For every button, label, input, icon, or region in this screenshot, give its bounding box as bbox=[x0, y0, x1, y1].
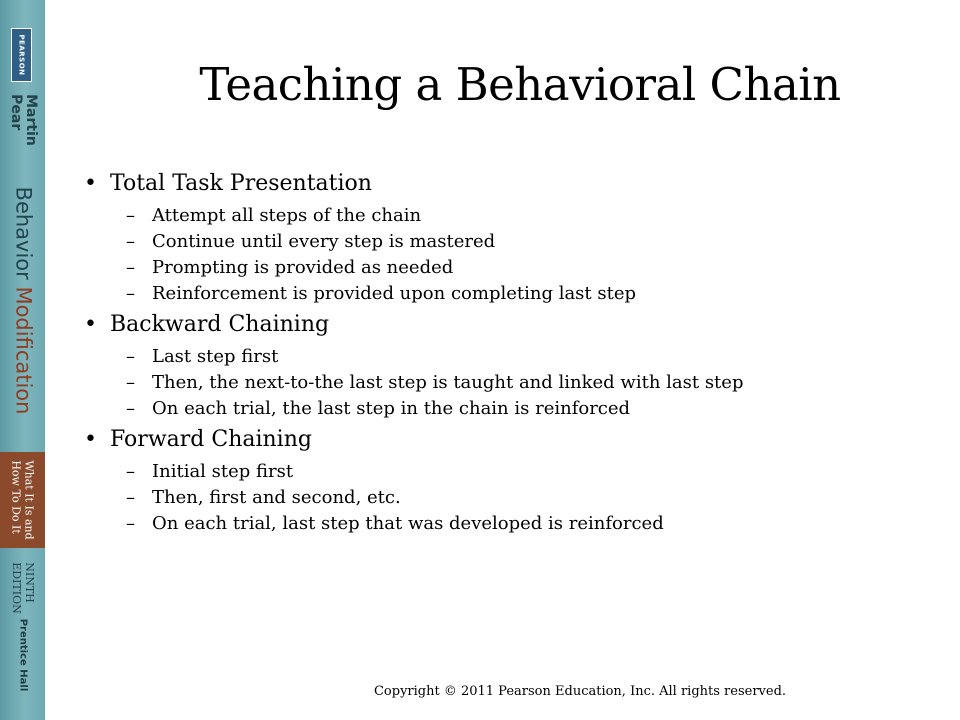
subtitle-band bbox=[0, 452, 45, 548]
book-title bbox=[0, 150, 45, 450]
sub-bullet: – Then, first and second, etc. bbox=[80, 487, 880, 508]
bullet-list bbox=[80, 168, 880, 539]
pearson-logo bbox=[11, 28, 32, 82]
sub-bullet: – Then, the next-to-the last step is taught and linked with last step bbox=[80, 372, 880, 393]
edition-label bbox=[0, 556, 45, 620]
subtitle-line-2: How To Do It bbox=[9, 460, 23, 534]
bullet-total-task bbox=[80, 168, 880, 304]
author-names bbox=[0, 88, 45, 152]
prentice-hall-imprint bbox=[0, 620, 45, 690]
sub-bullet: – Reinforcement is provided upon completing last step bbox=[80, 283, 880, 304]
author-martin: Martin bbox=[22, 94, 39, 146]
sub-bullet: – Last step first bbox=[80, 346, 880, 367]
sub-bullet: – Initial step first bbox=[80, 461, 880, 482]
pearson-logo-text: PEARSON bbox=[17, 34, 26, 76]
sub-bullet: – Continue until every step is mastered bbox=[80, 231, 880, 252]
sub-list bbox=[80, 346, 880, 419]
book-title-modification: Modification bbox=[11, 285, 35, 414]
subtitle-line-1: What It Is and bbox=[22, 460, 36, 540]
slide-title: Teaching a Behavioral Chain bbox=[199, 58, 841, 111]
edition-line-2: EDITION bbox=[9, 562, 23, 614]
sub-list bbox=[80, 461, 880, 534]
imprint-text: Prentice Hall bbox=[17, 618, 29, 692]
sub-bullet: – Prompting is provided as needed bbox=[80, 257, 880, 278]
bullet-backward-chaining bbox=[80, 309, 880, 419]
book-title-behavior: Behavior bbox=[11, 186, 35, 280]
bullet-text: • Forward Chaining bbox=[80, 424, 880, 456]
book-cover-sidebar bbox=[0, 0, 45, 720]
bullet-forward-chaining bbox=[80, 424, 880, 534]
bullet-text: • Backward Chaining bbox=[80, 309, 880, 341]
sub-list bbox=[80, 205, 880, 304]
copyright-footer: Copyright © 2011 Pearson Education, Inc. All rights reserved. bbox=[373, 684, 787, 699]
sub-bullet: – On each trial, last step that was developed is reinforced bbox=[80, 513, 880, 534]
sub-bullet: – Attempt all steps of the chain bbox=[80, 205, 880, 226]
edition-line-1: NINTH bbox=[22, 562, 36, 603]
bullet-text: • Total Task Presentation bbox=[80, 168, 880, 200]
sub-bullet: – On each trial, the last step in the chain is reinforced bbox=[80, 398, 880, 419]
author-pear: Pear bbox=[7, 94, 24, 131]
